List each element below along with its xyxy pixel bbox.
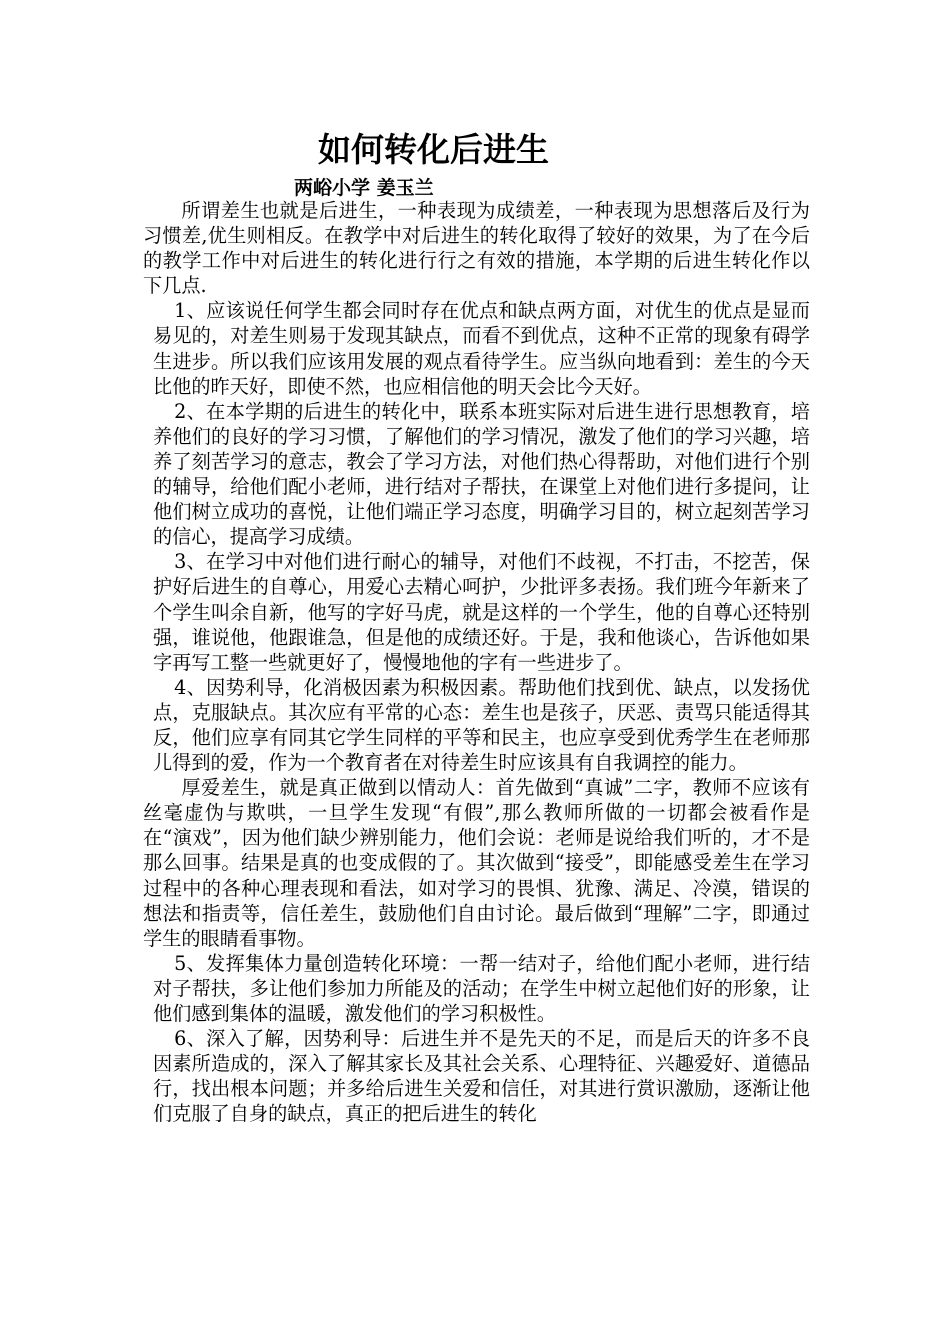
paragraph-point-5: 5、发挥集体力量创造转化环境：一帮一结对子，给他们配小老师，进行结对子帮扶，多让他们参加力所能及的活动；在学生中树立起他们好的形象，让他们感到集体的温暖，激发他们的学习积极性。 — [153, 951, 810, 1025]
paragraph-love-students: 厚爱差生，就是真正做到以情动人：首先做到“真诚”二字，教师不应该有丝毫虚伪与欺哄，一旦学生发现“有假”,那么教师所做的一切都会被看作是在“演戏”，因为他们缺少辨别能力，他们会说：老师是说给我们听的，才不是那么回事。结果是真的也变成假的了。其次做到“接受”，即能感受差生在学习过程中的各种心理表现和看法，如对学习的畏惧、犹豫、满足、冷漠，错误的想法和指责等，信任差生，鼓励他们自由讨论。最后做到“理解”二字，即通过学生的眼睛看事物。 — [143, 776, 810, 950]
paragraph-point-4: 4、因势利导，化消极因素为积极因素。帮助他们找到优、缺点，以发扬优点，克服缺点。其次应有平常的心态：差生也是孩子，厌恶、责骂只能适得其反，他们应享有同其它学生同样的平等和民主，也应享受到优秀学生在老师那儿得到的爱，作为一个教育者在对待差生时应该具有自我调控的能力。 — [153, 675, 810, 775]
paragraph-point-2: 2、在本学期的后进生的转化中，联系本班实际对后进生进行思想教育，培养他们的良好的学习习惯，了解他们的学习情况，激发了他们的学习兴趣，培养了刻苦学习的意志，教会了学习方法，对他们热心得帮助，对他们进行个别的辅导，给他们配小老师，进行结对子帮扶，在课堂上对他们进行多提问，让他们树立成功的喜悦，让他们端正学习态度，明确学习目的，树立起刻苦学习的信心，提高学习成绩。 — [153, 399, 810, 549]
document-title: 如何转化后进生 — [318, 130, 549, 169]
paragraph-point-1: 1、应该说任何学生都会同时存在优点和缺点两方面，对优生的优点是显而易见的，对差生则易于发现其缺点，而看不到优点，这种不正常的现象有碍学生进步。所以我们应该用发展的观点看待学生。应当纵向地看到：差生的今天比他的昨天好，即使不然，也应相信他的明天会比今天好。 — [153, 299, 810, 398]
paragraph-intro: 所谓差生也就是后进生，一种表现为成绩差，一种表现为思想落后及行为习惯差,优生则相反。在教学中对后进生的转化取得了较好的效果，为了在今后的教学工作中对后进生的转化进行行之有效的措施，本学期的后进生转化作以下几点. — [143, 199, 810, 298]
author-line: 两峪小学 姜玉兰 — [294, 177, 434, 199]
paragraph-point-3: 3、在学习中对他们进行耐心的辅导，对他们不歧视，不打击，不挖苦，保护好后进生的自尊心，用爱心去精心呵护，少批评多表扬。我们班今年新来了个学生叫余自新，他写的字好马虎，就是这样的一个学生，他的自尊心还特别强，谁说他，他跟谁急，但是他的成绩还好。于是，我和他谈心，告诉他如果字再写工整一些就更好了，慢慢地他的字有一些进步了。 — [153, 550, 810, 674]
paragraph-point-6: 6、深入了解，因势利导：后进生并不是先天的不足，而是后天的许多不良因素所造成的，深入了解其家长及其社会关系、心理特征、兴趣爱好、道德品行，找出根本问题；并多给后进生关爱和信任，对其进行赏识激励，逐渐让他们克服了自身的缺点，真正的把后进生的转化 — [153, 1027, 810, 1126]
document-body — [143, 198, 810, 1126]
